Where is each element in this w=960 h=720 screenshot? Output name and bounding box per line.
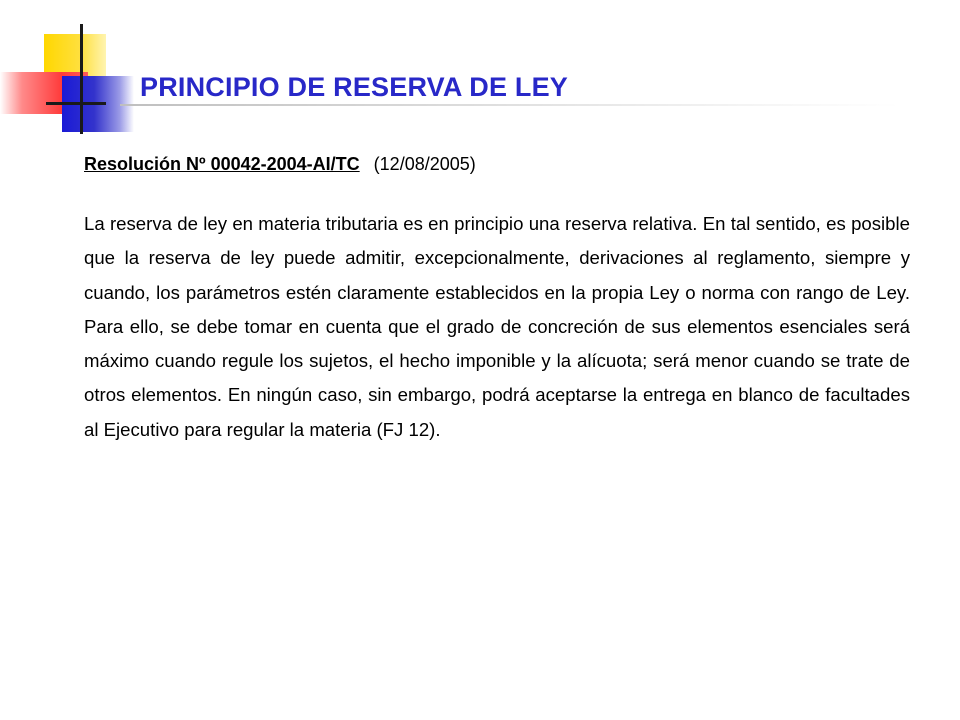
title-underline-rule [120,104,900,106]
resolution-reference [84,154,476,175]
resolution-code: Resolución Nº 00042-2004-AI/TC [84,154,360,174]
resolution-date: (12/08/2005) [373,154,476,174]
body-paragraph: La reserva de ley en materia tributaria es en principio una reserva relativa. En tal sentido, es posible que la reserva de ley puede admitir, excepcionalmente, derivaciones al reglamento, siempre y cuando, los parámetros estén claramente establecidos en la propia Ley o norma con rango de Ley. Para ello, se debe tomar en cuenta que el grado de concreción de sus elementos esenciales será máximo cuando regule los sujetos, el hecho imponible y la alícuota; será menor cuando se trate de otros elementos. En ningún caso, sin embargo, podrá aceptarse la entrega en blanco de facultades al Ejecutivo para regular la materia (FJ 12). [84,213,910,440]
decorative-horizontal-line [46,102,106,105]
slide-title: PRINCIPIO DE RESERVA DE LEY [140,72,568,102]
decorative-vertical-line [80,24,83,134]
